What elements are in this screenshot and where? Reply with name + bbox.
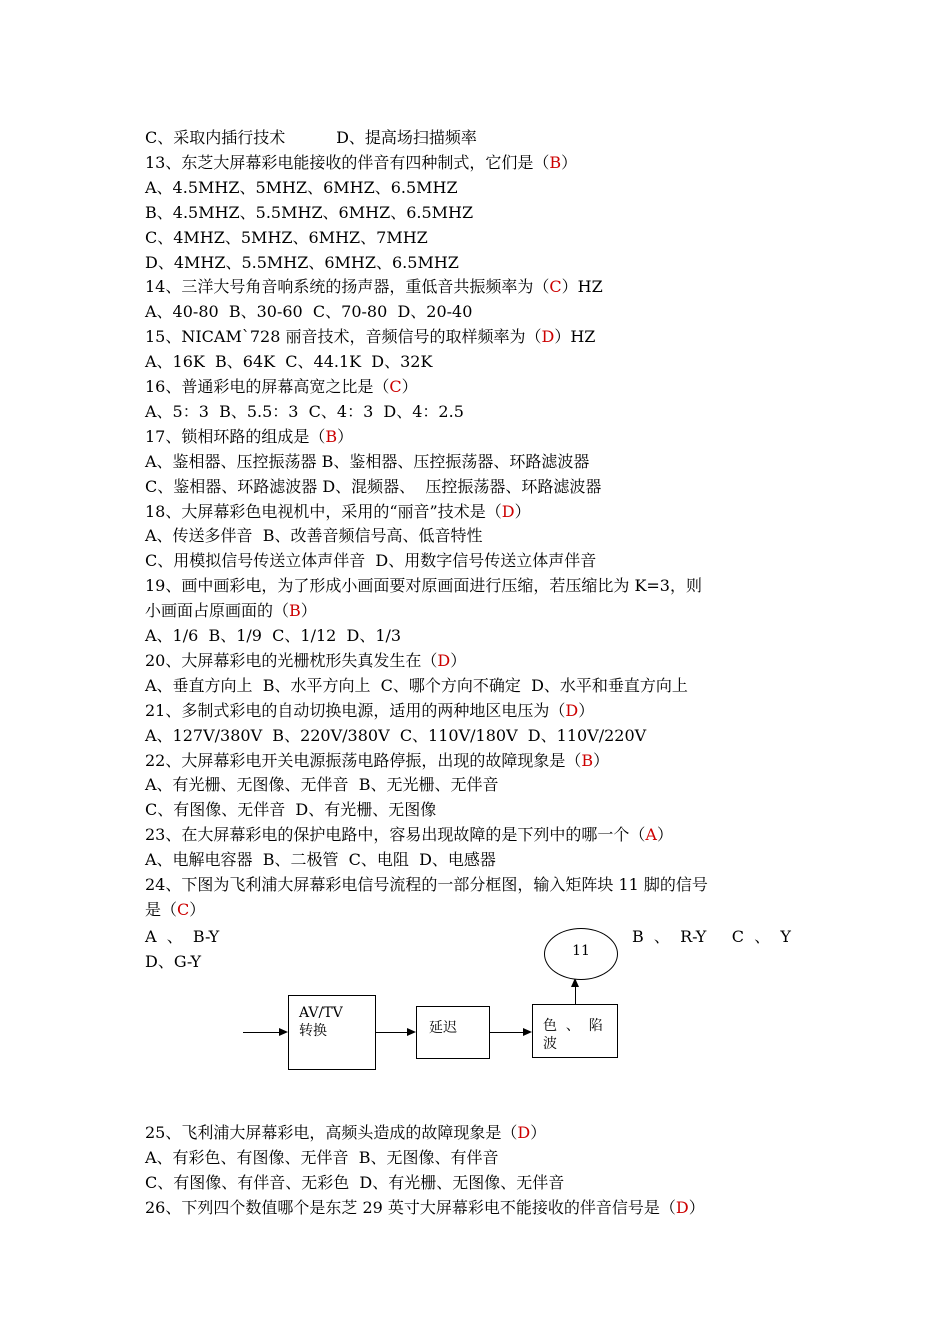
delay-label: 延迟 (429, 1020, 457, 1036)
top-line (145, 402, 464, 422)
top-line (145, 775, 499, 795)
answer-letter: C (389, 377, 402, 396)
answer-letter: D (517, 1123, 531, 1142)
line-text-suffix: ） (514, 501, 531, 521)
line-text: 是（ (145, 899, 178, 919)
color-trap-box (532, 1004, 618, 1058)
top-line (145, 551, 596, 571)
line-text-suffix: ） (688, 1197, 705, 1217)
line-text: 25、飞利浦大屏幕彩电，高频头造成的故障现象是（ (145, 1123, 518, 1142)
top-line (145, 900, 205, 920)
top-line (145, 352, 432, 372)
line-text: C、鉴相器、环路滤波器 D、混频器、 压控振荡器、环路滤波器 (145, 476, 602, 496)
answer-letter: D (541, 327, 555, 347)
bottom-line (145, 1198, 705, 1218)
line-text: 14、三洋大号角音响系统的扬声器，重低音共振频率为（ (145, 277, 550, 297)
switch-label: 转换 (299, 1023, 327, 1039)
line-text: 20、大屏幕彩电的光栅枕形失真发生在（ (145, 650, 438, 670)
top-line (145, 153, 577, 173)
top-line (145, 576, 702, 596)
top-line (145, 203, 473, 223)
line-text: C、有图像、无伴音 D、有光栅、无图像 (145, 800, 437, 820)
line-text: 17、锁相环路的组成是（ (145, 426, 326, 446)
top-line (145, 800, 436, 820)
top-line (145, 228, 428, 248)
line-text: A、4.5MHZ、5MHZ、6MHZ、6.5MHZ (145, 177, 458, 197)
answer-letter: D (437, 650, 451, 670)
line-text: 16、普通彩电的屏幕高宽之比是（ (145, 377, 390, 396)
top-line (145, 626, 401, 646)
options-b-c: B 、 R-Y C 、 Y (632, 927, 791, 946)
top-line (145, 751, 609, 771)
top-line (145, 277, 603, 297)
line-text: 小画面占原画面的（ (145, 601, 290, 621)
line-text: A、127V/380V B、220V/380V C、110V/180V D、110V/220V (145, 725, 647, 745)
answer-letter: D (565, 700, 579, 720)
top-line (145, 825, 673, 845)
line-text: 22、大屏幕彩电开关电源振荡电路停振，出现的故障现象是（ (145, 750, 582, 770)
line-text: 13、东芝大屏幕彩电能接收的伴音有四种制式，它们是（ (145, 152, 550, 172)
answer-letter: C (177, 899, 190, 919)
top-line (145, 427, 353, 447)
answer-letter: D (675, 1197, 689, 1217)
top-line (145, 253, 459, 273)
line-text: A、5：3 B、5.5：3 C、4：3 D、4：2.5 (145, 401, 464, 421)
top-line (145, 477, 601, 497)
top-line (145, 651, 466, 671)
line-text: A、电解电容器 B、二极管 C、电阻 D、电感器 (145, 850, 496, 870)
line-text-suffix: ） (300, 601, 317, 621)
line-text: A、垂直方向上 B、水平方向上 C、哪个方向不确定 D、水平和垂直方向上 (145, 675, 688, 695)
line-text-suffix: ）HZ (554, 327, 596, 347)
answer-letter: B (289, 601, 301, 621)
line-text-suffix: ）HZ (561, 277, 603, 297)
line-text-suffix: ） (337, 426, 354, 446)
line-text-suffix: ） (578, 700, 595, 720)
line-text: A、40-80 B、30-60 C、70-80 D、20-40 (145, 302, 473, 322)
arrow-head-2 (523, 1028, 532, 1036)
line-text: 21、多制式彩电的自动切换电源，适用的两种地区电压为（ (145, 700, 566, 720)
line-text: A、有彩色、有图像、无伴音 B、无图像、有伴音 (145, 1147, 499, 1167)
bottom-line (145, 1148, 499, 1168)
top-line (145, 327, 595, 347)
color-trap-label-2: 波 (543, 1036, 557, 1052)
line-text: C、有图像、有伴音、无彩色 D、有光栅、无图像、无伴音 (145, 1172, 565, 1192)
arrow-head-1 (407, 1028, 416, 1036)
line-text-suffix: ） (656, 825, 673, 845)
line-text: A、有光栅、无图像、无伴音 B、无光栅、无伴音 (145, 775, 499, 795)
line-text-suffix: ） (401, 377, 418, 396)
option-d-g-y: D、G-Y (145, 952, 202, 971)
top-line (145, 302, 472, 322)
av-tv-label: AV/TV (299, 1005, 343, 1021)
bottom-line (145, 1123, 546, 1143)
top-line (145, 502, 531, 522)
av-tv-switch-box (288, 995, 376, 1070)
line-text: B、4.5MHZ、5.5MHZ、6MHZ、6.5MHZ (145, 202, 474, 222)
arrow-line-1 (375, 1032, 407, 1033)
line-text: 15、NICAM`728 丽音技术，音频信号的取样频率为（ (145, 327, 542, 347)
top-line (145, 601, 317, 621)
line-text: A、鉴相器、压控振荡器 B、鉴相器、压控振荡器、环路滤波器 (145, 451, 590, 471)
delay-box (416, 1006, 490, 1059)
line-text: C、采取内插行技术 D、提高场扫描频率 (145, 128, 477, 147)
input-arrow-head (279, 1028, 288, 1036)
top-line (145, 850, 496, 870)
answer-letter: B (549, 152, 562, 172)
line-text-suffix: ） (450, 650, 467, 670)
line-text-suffix: ） (189, 899, 206, 919)
color-trap-label-1: 色 、 陷 (543, 1018, 603, 1034)
line-text: A、传送多伴音 B、改善音频信号高、低音特性 (145, 526, 483, 546)
line-text: 24、下图为飞利浦大屏幕彩电信号流程的一部分框图，输入矩阵块 11 脚的信号 (145, 875, 708, 894)
answer-letter: D (501, 501, 515, 521)
top-line (145, 676, 688, 696)
answer-letter: A (645, 825, 657, 845)
top-line (145, 526, 483, 546)
line-text: 23、在大屏幕彩电的保护电路中，容易出现故障的是下列中的哪一个（ (145, 825, 646, 845)
top-line (145, 701, 594, 721)
top-line (145, 726, 646, 746)
top-line (145, 178, 458, 198)
top-line (145, 875, 708, 895)
answer-letter: B (325, 426, 338, 446)
top-line (145, 128, 477, 148)
line-text: C、用模拟信号传送立体声伴音 D、用数字信号传送立体声伴音 (145, 551, 597, 571)
line-text-suffix: ） (593, 750, 610, 770)
top-line (145, 377, 418, 397)
line-text: D、4MHZ、5.5MHZ、6MHZ、6.5MHZ (145, 252, 459, 272)
top-line (145, 452, 589, 472)
line-text-suffix: ） (530, 1123, 547, 1142)
arrow-line-up (575, 986, 576, 1004)
pin-11-label: 11 (572, 943, 590, 959)
arrow-line-2 (489, 1032, 523, 1033)
answer-letter: B (581, 750, 594, 770)
line-text: A、1/6 B、1/9 C、1/12 D、1/3 (145, 626, 402, 645)
line-text: 26、下列四个数值哪个是东芝 29 英寸大屏幕彩电不能接收的伴音信号是（ (145, 1197, 676, 1217)
option-a-b-y: A 、 B-Y (145, 927, 220, 946)
line-text: 18、大屏幕彩色电视机中，采用的“丽音”技术是（ (145, 501, 502, 521)
line-text: A、16K B、64K C、44.1K D、32K (145, 352, 433, 372)
line-text-suffix: ） (561, 152, 578, 172)
bottom-line (145, 1173, 564, 1193)
line-text: 19、画中画彩电，为了形成小画面要对原画面进行压缩，若压缩比为 K=3，则 (145, 576, 702, 596)
pin-11-circle (544, 928, 618, 980)
input-arrow-line (243, 1032, 279, 1033)
line-text: C、4MHZ、5MHZ、6MHZ、7MHZ (145, 227, 428, 247)
answer-letter: C (549, 277, 562, 297)
